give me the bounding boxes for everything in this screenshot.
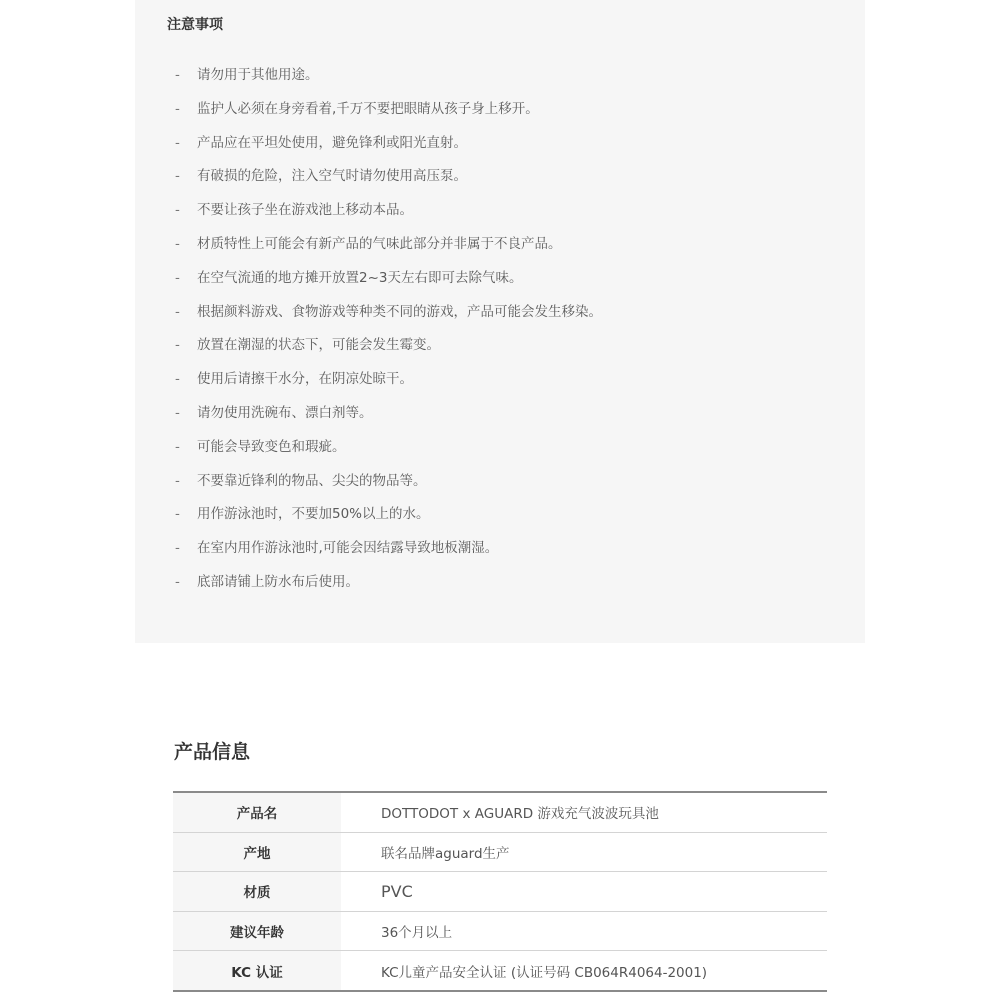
list-dash: - — [175, 540, 180, 557]
notice-text: 放置在潮湿的状态下，可能会发生霉变。 — [197, 337, 440, 354]
list-dash: - — [175, 371, 180, 388]
notice-title: 注意事项 — [167, 17, 223, 33]
notice-text: 用作游泳池时，不要加50%以上的水。 — [197, 506, 430, 523]
row-value: DOTTODOT x AGUARD 游戏充气波波玩具池 — [341, 792, 827, 832]
list-dash: - — [175, 303, 180, 320]
notice-item — [175, 132, 602, 166]
table-row — [173, 872, 827, 912]
list-dash: - — [175, 67, 180, 83]
row-label: 产品名 — [173, 792, 341, 832]
row-value: 联名品牌aguard生产 — [341, 832, 827, 872]
row-label: 建议年龄 — [173, 911, 341, 951]
list-dash: - — [175, 404, 180, 421]
notice-item — [175, 503, 602, 537]
notice-text: 有破损的危险，注入空气时请勿使用高压泵。 — [197, 168, 467, 185]
notice-item — [175, 64, 602, 98]
list-dash: - — [175, 573, 180, 590]
notice-text: 不要靠近锋利的物品、尖尖的物品等。 — [197, 472, 427, 489]
notice-item — [175, 571, 602, 605]
list-dash: - — [175, 472, 180, 489]
notice-panel — [135, 0, 865, 643]
row-label: KC 认证 — [173, 951, 341, 991]
list-dash: - — [175, 337, 180, 354]
notice-text: 使用后请擦干水分，在阴凉处晾干。 — [197, 371, 413, 388]
notice-text: 材质特性上可能会有新产品的气味此部分并非属于不良产品。 — [197, 235, 562, 252]
notice-text: 底部请铺上防水布后使用。 — [197, 573, 359, 590]
list-dash: - — [175, 438, 180, 455]
list-dash: - — [175, 134, 180, 151]
notice-item — [175, 165, 602, 199]
notice-item — [175, 301, 602, 335]
list-dash: - — [175, 202, 180, 219]
notice-item — [175, 334, 602, 368]
notice-item — [175, 267, 602, 301]
list-dash: - — [175, 506, 180, 523]
notice-text: 监护人必须在身旁看着,千万不要把眼睛从孩子身上移开。 — [197, 100, 539, 117]
table-row — [173, 911, 827, 951]
table-row — [173, 832, 827, 872]
table-row — [173, 792, 827, 832]
notice-item — [175, 233, 602, 267]
notice-text: 请勿用于其他用途。 — [197, 67, 319, 83]
notice-list — [175, 64, 602, 605]
notice-item — [175, 98, 602, 132]
product-info-table — [173, 791, 827, 992]
notice-item — [175, 199, 602, 233]
row-value: 36个月以上 — [341, 911, 827, 951]
product-info-title: 产品信息 — [174, 741, 251, 763]
list-dash: - — [175, 100, 180, 117]
row-value: KC儿童产品安全认证 (认证号码 CB064R4064-2001) — [381, 964, 708, 981]
notice-text: 在室内用作游泳池时,可能会因结露导致地板潮湿。 — [197, 540, 499, 557]
row-label: 产地 — [173, 832, 341, 872]
notice-item — [175, 537, 602, 571]
table-row — [173, 951, 827, 991]
notice-text: 在空气流通的地方摊开放置2~3天左右即可去除气味。 — [197, 269, 523, 286]
list-dash: - — [175, 168, 180, 185]
row-label: 材质 — [173, 872, 341, 912]
notice-text: 根据颜料游戏、食物游戏等种类不同的游戏，产品可能会发生移染。 — [197, 303, 602, 320]
row-value: PVC — [341, 872, 827, 912]
notice-item — [175, 402, 602, 436]
notice-text: 可能会导致变色和瑕疵。 — [197, 438, 346, 455]
notice-text: 产品应在平坦处使用，避免锋利或阳光直射。 — [197, 134, 467, 151]
notice-item — [175, 436, 602, 470]
list-dash: - — [175, 269, 180, 286]
notice-text: 不要让孩子坐在游戏池上移动本品。 — [197, 202, 413, 219]
notice-text: 请勿使用洗碗布、漂白剂等。 — [197, 404, 373, 421]
notice-item — [175, 470, 602, 504]
notice-item — [175, 368, 602, 402]
list-dash: - — [175, 235, 180, 252]
